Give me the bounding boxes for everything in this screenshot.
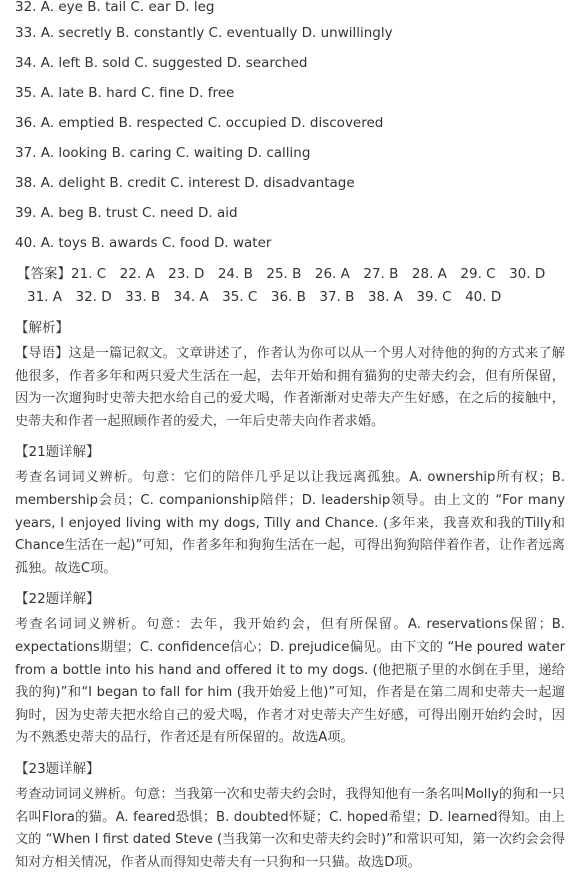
option-line-32: 32. A. eye B. tail C. ear D. leg <box>15 0 215 15</box>
answer-key-line-2: 31. A 32. D 33. B 34. A 35. C 36. B 37. B 38. A 39. C 40. D <box>27 289 502 305</box>
answer-key <box>15 263 565 309</box>
q23-heading: 【23题详解】 <box>15 760 100 777</box>
intro-paragraph: 【导语】这是一篇记叙文。文章讲述了，作者认为你可以从一个男人对待他的狗的方式来了解他很多，作者多年和两只爱犬生活在一起，去年开始和拥有猫狗的史蒂夫约会，但有所保留，因为一次遛狗时史蒂夫把水给自己的爱犬喝，作者渐渐对史蒂夫产生好感，在之后的接触中，史蒂夫和作者一起照顾作者的爱犬，一年后史蒂夫向作者求婚。 <box>15 346 565 429</box>
q21-heading: 【21题详解】 <box>15 444 100 461</box>
option-line-33: 33. A. secretly B. constantly C. eventually D. unwillingly <box>15 25 393 41</box>
option-line-36: 36. A. emptied B. respected C. occupied D. discovered <box>15 115 384 131</box>
option-line-38: 38. A. delight B. credit C. interest D. disadvantage <box>15 175 355 191</box>
q21-explanation: 考查名词词义辨析。句意：它们的陪伴几乎足以让我远离孤独。A. ownership所有权；B. membership会员；C. companionship陪伴；D. leadership领导。由上文的 “For many years, I enjoyed living with my dogs, Tilly and Chance. (多年来，我喜欢和我的Tilly和Chance生活在一起)”可知，作者多年和狗狗生活在一起，可得出狗狗陪伴着作者，让作者远离孤独。故选C项。 <box>15 470 565 576</box>
q23-explanation: 考查动词词义辨析。句意：当我第一次和史蒂夫约会时，我得知他有一条名叫Molly的狗和一只名叫Flora的猫。A. feared恐惧；B. doubted怀疑；C. hoped希望；D. learned得知。由上文的 “When I first dated Steve (当我第一次和史蒂夫约会时)”和常识可知，第一次约会会得知对方相关情况，作者从而得知史蒂夫有一只狗和一只猫。故选D项。 <box>15 786 565 870</box>
q22-heading: 【22题详解】 <box>15 591 100 608</box>
answer-key-line-1: 【答案】21. C 22. A 23. D 24. B 25. B 26. A 27. B 28. A 29. C 30. D <box>17 266 546 282</box>
option-line-40: 40. A. toys B. awards C. food D. water <box>15 235 272 251</box>
option-line-39: 39. A. beg B. trust C. need D. aid <box>15 205 238 221</box>
q22-explanation: 考查名词词义辨析。句意：去年，我开始约会，但有所保留。A. reservations保留；B. expectations期望；C. confidence信心；D. prejudice偏见。由下文的 “He poured water from a bottle into his hand and offered it to my dogs. (他把瓶子里的水倒在手里，递给我的狗)”和“I began to fall for him (我开始爱上他)”可知，作者是在第二周和史蒂夫一起遛狗时，因为史蒂夫把水给自己的爱犬喝，作者才对史蒂夫产生好感，可得出刚开始约会时，因为不熟悉史蒂夫的品行，作者还是有所保留的。故选A项。 <box>15 617 565 746</box>
options-list <box>15 0 565 258</box>
analysis-heading: 【解析】 <box>15 320 69 336</box>
option-line-37: 37. A. looking B. caring C. waiting D. calling <box>15 145 311 161</box>
option-line-35: 35. A. late B. hard C. fine D. free <box>15 85 235 101</box>
option-line-34: 34. A. left B. sold C. suggested D. searched <box>15 55 308 71</box>
